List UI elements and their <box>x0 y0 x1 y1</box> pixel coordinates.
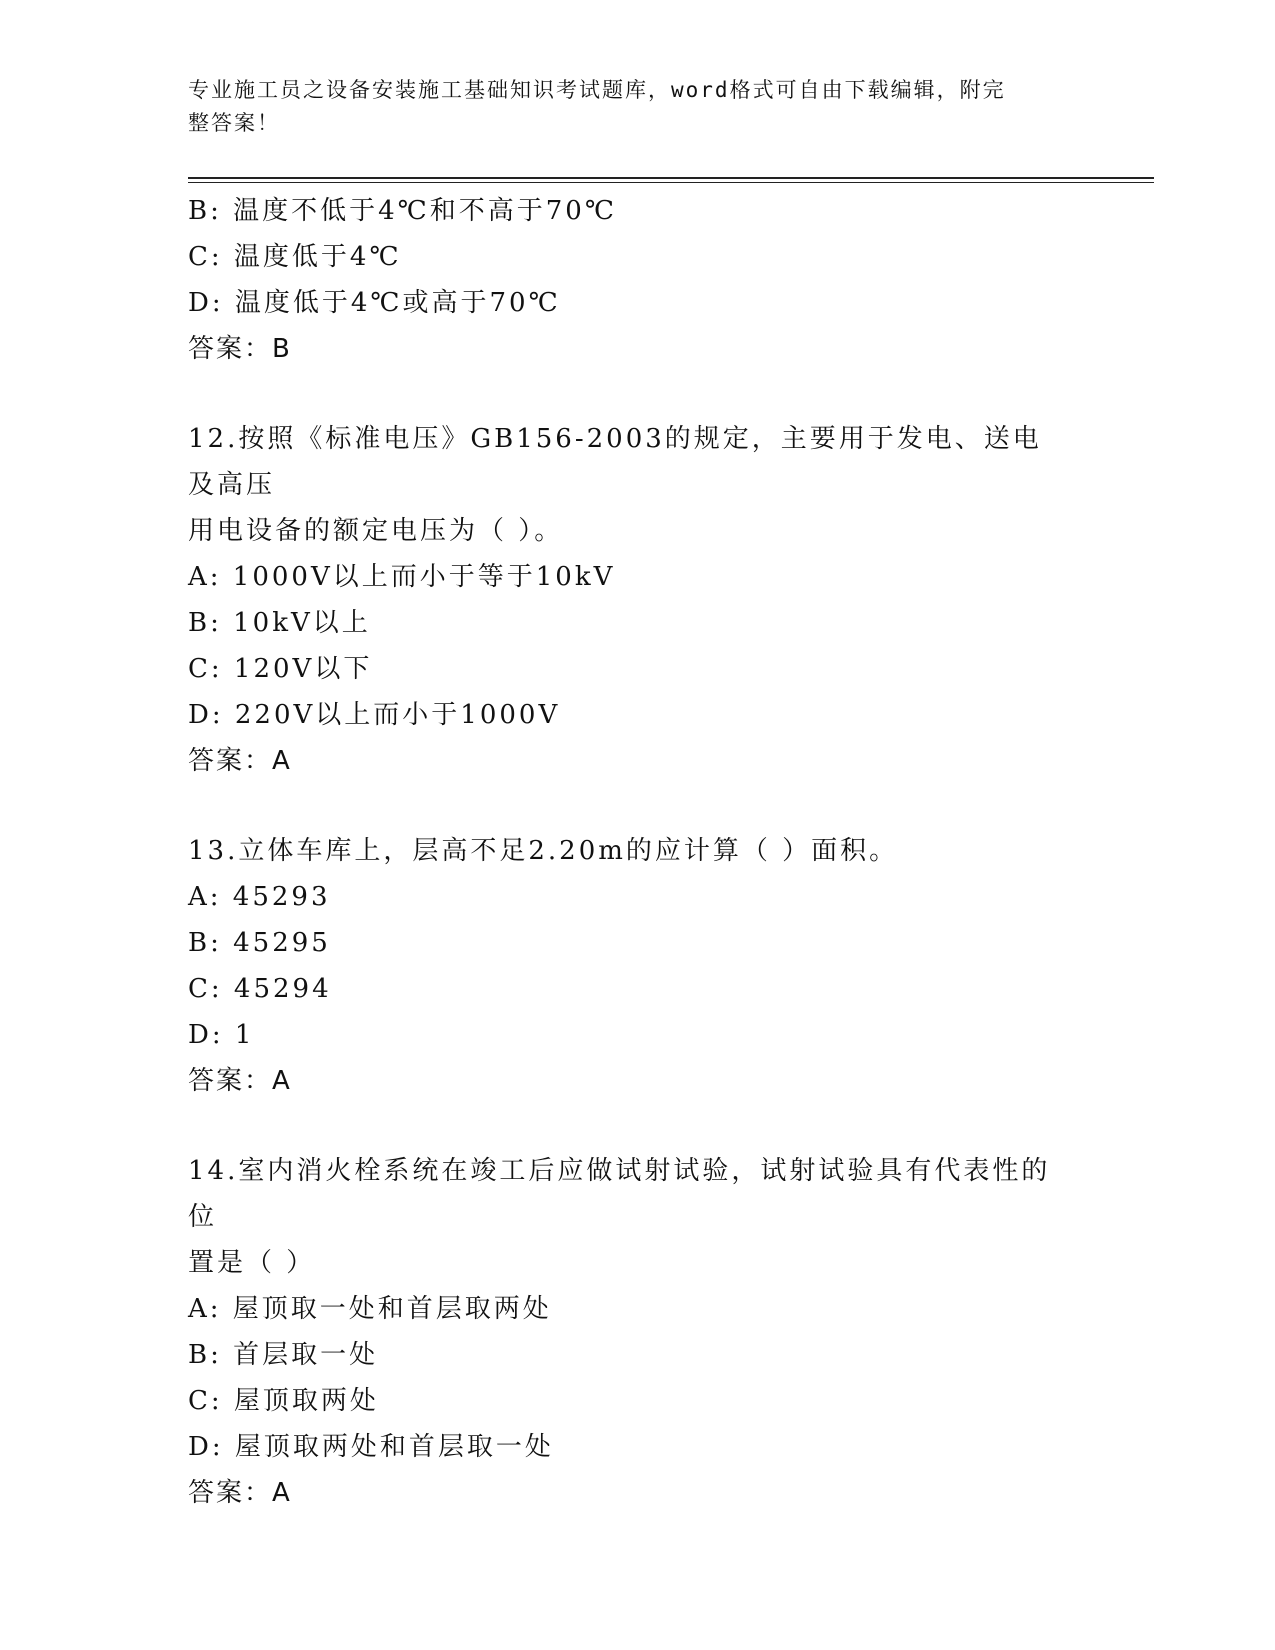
option-d: D: 220V以上而小于1000V <box>188 700 561 730</box>
answer-line: 答案：A <box>188 746 292 776</box>
option-d: D: 1 <box>188 1020 255 1050</box>
answer-line: 答案：A <box>188 1066 292 1096</box>
option-c: C: 45294 <box>188 974 332 1004</box>
header-line-1: 专业施工员之设备安装施工基础知识考试题库，word格式可自由下载编辑，附完 <box>188 78 1006 102</box>
answer-line: 答案：A <box>188 1478 292 1508</box>
option-b: B: 10kV以上 <box>188 608 371 638</box>
question-text-line-1: 12.按照《标准电压》GB156-2003的规定，主要用于发电、送电及高压 <box>188 424 1042 500</box>
option-b: B: 温度不低于4℃和不高于70℃ <box>188 196 617 226</box>
question-text-line-1: 13.立体车库上，层高不足2.20m的应计算（ ）面积。 <box>188 836 899 866</box>
question-text-line-2: 用电设备的额定电压为（ ）。 <box>188 516 564 546</box>
option-c: C: 屋顶取两处 <box>188 1386 379 1416</box>
header-divider-thin <box>188 182 1154 183</box>
question-text-line-1: 14.室内消火栓系统在竣工后应做试射试验，试射试验具有代表性的位 <box>188 1156 1051 1232</box>
question-partial <box>188 188 1088 372</box>
option-c: C: 温度低于4℃ <box>188 242 402 272</box>
header-line-2: 整答案！ <box>188 111 280 135</box>
question-13 <box>188 828 1088 1104</box>
option-b: B: 45295 <box>188 928 331 958</box>
option-b: B: 首层取一处 <box>188 1340 379 1370</box>
document-header <box>188 74 1068 140</box>
option-a: A: 45293 <box>188 882 331 912</box>
question-list <box>188 188 1088 1516</box>
option-a: A: 1000V以上而小于等于10kV <box>188 562 616 592</box>
option-c: C: 120V以下 <box>188 654 373 684</box>
question-14 <box>188 1148 1088 1516</box>
option-a: A: 屋顶取一处和首层取两处 <box>188 1294 552 1324</box>
question-12 <box>188 416 1088 784</box>
header-divider-thick <box>188 177 1154 179</box>
option-d: D: 屋顶取两处和首层取一处 <box>188 1432 554 1462</box>
option-d: D: 温度低于4℃或高于70℃ <box>188 288 561 318</box>
answer-line: 答案：B <box>188 334 292 364</box>
question-text-line-2: 置是（ ） <box>188 1248 316 1278</box>
